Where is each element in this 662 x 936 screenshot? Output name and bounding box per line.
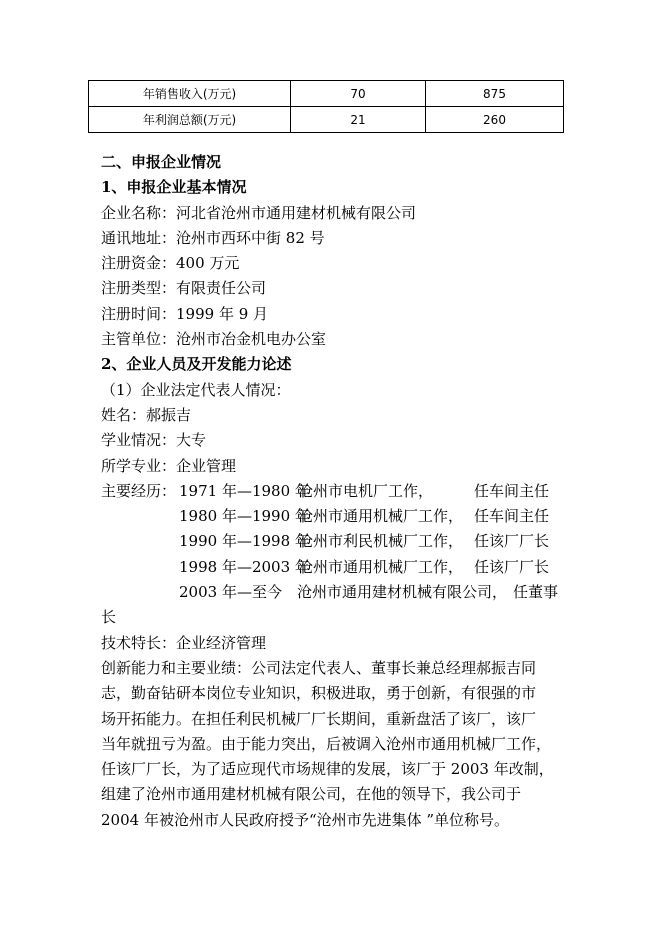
experience-years: 1990 年—1998 年 <box>179 532 310 551</box>
paragraph-line: 当年就扭亏为盈。由于能力突出，后被调入沧州市通用机械厂工作， <box>101 734 552 753</box>
experience-years: 1971 年—1980 年 <box>179 481 310 500</box>
row-label: 年销售收入(万元) <box>89 81 291 107</box>
skill-label: 技术特长： <box>101 633 177 652</box>
row-label: 年利润总额(万元) <box>89 107 291 133</box>
experience-wrap: 长 <box>101 608 117 627</box>
paragraph-line: 创新能力和主要业绩：公司法定代表人、董事长兼总经理郝振吉同 <box>101 658 537 677</box>
major-line <box>101 454 561 479</box>
row-value-2: 260 <box>426 107 564 133</box>
experience-org: 沧州市通用机械厂工作， <box>298 507 464 526</box>
experience-item <box>101 479 561 504</box>
rep-intro: （1）企业法定代表人情况： <box>101 380 291 399</box>
reg-time-value: 1999 年 9 月 <box>176 304 269 323</box>
experience-org: 沧州市电机厂工作， <box>298 481 434 500</box>
type-label: 注册类型： <box>101 279 177 298</box>
experience-org: 沧州市通用机械厂工作， <box>298 557 464 576</box>
address-label: 通讯地址： <box>101 228 177 247</box>
experience-role: 任该厂厂长 <box>474 532 550 551</box>
skill-line <box>101 631 561 656</box>
company-name-value: 河北省沧州市通用建材机械有限公司 <box>176 203 417 222</box>
subsection-heading-1: 1、申报企业基本情况 <box>101 178 247 197</box>
address-value: 沧州市西环中街 82 号 <box>176 228 325 247</box>
company-name-label: 企业名称： <box>101 203 177 222</box>
major-label: 所学专业： <box>101 456 177 475</box>
type-line <box>101 276 561 301</box>
experience-item <box>101 529 561 554</box>
capital-line <box>101 251 561 276</box>
experience-years: 1980 年—1990 年 <box>179 507 310 526</box>
name-label: 姓名： <box>101 405 147 424</box>
company-name-line <box>101 201 561 226</box>
capital-value: 400 万元 <box>176 254 240 273</box>
paragraph-line: 志，勤奋钻研本岗位专业知识，积极进取，勇于创新，有很强的市 <box>101 684 537 703</box>
type-value: 有限责任公司 <box>176 279 267 298</box>
capital-label: 注册资金： <box>101 254 177 273</box>
experience-role: 任车间主任 <box>474 481 550 500</box>
name-value: 郝振吉 <box>146 405 192 424</box>
name-line <box>101 403 561 428</box>
row-value-1: 21 <box>291 107 426 133</box>
table-row <box>89 107 564 133</box>
experience-years: 2003 年—至今 <box>179 583 282 602</box>
experience-years: 1998 年—2003 年 <box>179 557 310 576</box>
reg-time-label: 注册时间： <box>101 304 177 323</box>
experience-item <box>101 555 561 580</box>
section-heading: 二、申报企业情况 <box>101 153 222 171</box>
table-row <box>89 81 564 107</box>
address-line <box>101 226 561 251</box>
paragraph-line: 任该厂厂长，为了适应现代市场规律的发展，该厂于 2003 年改制， <box>101 760 554 779</box>
edu-label: 学业情况： <box>101 431 177 450</box>
edu-value: 大专 <box>176 431 207 450</box>
paragraph-line: 2004 年被沧州市人民政府授予“沧州市先进集体 ”单位称号。 <box>101 810 510 829</box>
experience-item <box>101 580 561 605</box>
major-value: 企业管理 <box>176 456 237 475</box>
experience-role: 任该厂厂长 <box>474 557 550 576</box>
row-value-2: 875 <box>426 81 564 107</box>
performance-paragraph <box>101 656 561 833</box>
subsection-heading-2: 2、企业人员及开发能力论述 <box>101 355 292 374</box>
skill-value: 企业经济管理 <box>176 633 267 652</box>
row-value-1: 70 <box>291 81 426 107</box>
section-body <box>101 150 561 833</box>
authority-value: 沧州市冶金机电办公室 <box>176 330 327 349</box>
experience-label: 主要经历： <box>101 481 177 500</box>
financial-table <box>88 80 564 133</box>
experience-item <box>101 504 561 529</box>
experience-role: 任车间主任 <box>474 507 550 526</box>
experience-org: 沧州市通用建材机械有限公司， <box>297 583 508 602</box>
reg-time-line <box>101 302 561 327</box>
edu-line <box>101 428 561 453</box>
experience-role: 任董事 <box>513 583 559 602</box>
paragraph-line: 场开拓能力。在担任利民机械厂厂长期间，重新盘活了该厂，该厂 <box>101 709 537 728</box>
experience-org: 沧州市利民机械厂工作， <box>298 532 464 551</box>
authority-line <box>101 327 561 352</box>
paragraph-line: 组建了沧州市通用建材机械有限公司，在他的领导下，我公司于 <box>101 785 522 804</box>
authority-label: 主管单位： <box>101 330 177 349</box>
